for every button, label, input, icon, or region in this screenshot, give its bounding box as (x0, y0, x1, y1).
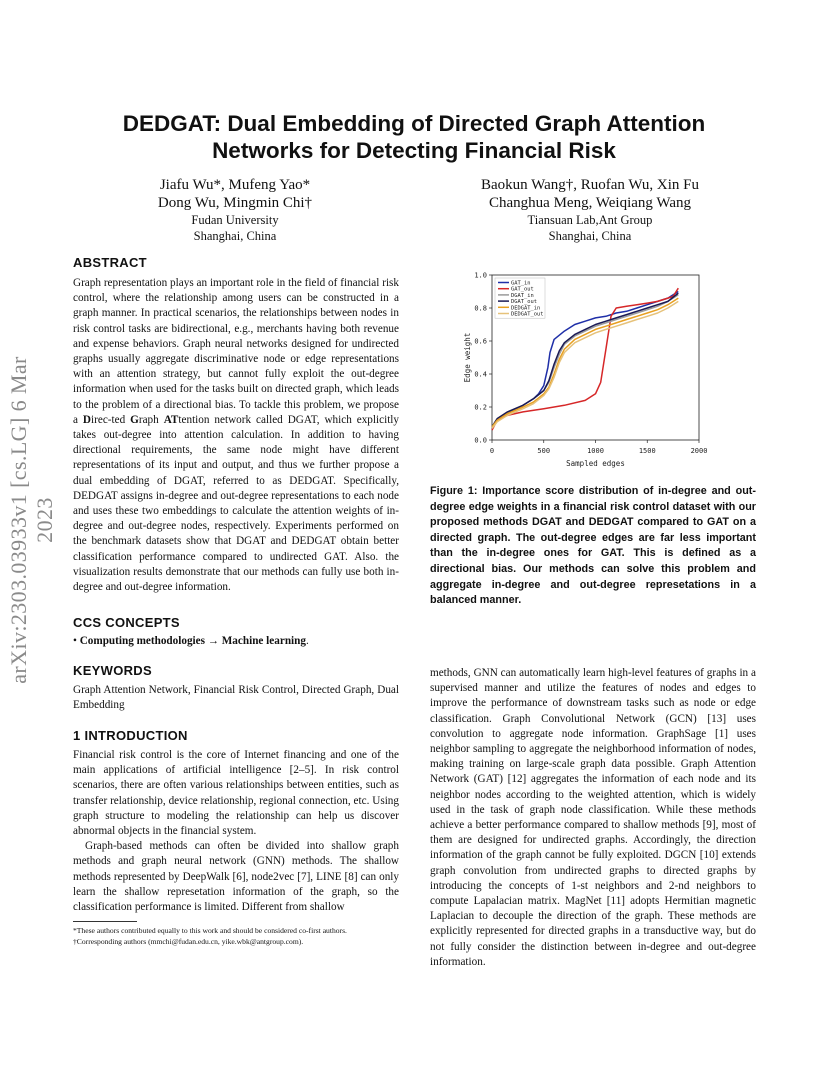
introduction-heading: 1 INTRODUCTION (73, 728, 188, 743)
keywords-text: Graph Attention Network, Financial Risk Control, Directed Graph, Dual Embedding (73, 684, 399, 712)
introduction-text (73, 748, 399, 915)
paragraph: Financial risk control is the core of Internet financing and one of the main applications of artificial intelligence [2–5]. In risk control scenarios, there are often various relationships between entities, such as transfer relationship, device relationship, regional connection, etc. Using graph structure to modeling the relationship can help us discover abnormal objects in the financial system. (73, 749, 399, 838)
abstract-text: Graph representation plays an important role in the field of financial risk control, where the relationship among users can be constructed in a graph manner. In practical scenarios, the relationships between nodes in risk control tasks are bidirectional, e.g., merchants having both revenue and expense behaviors. Graph neural networks designed for undirected graphs usually aggregate discriminative node or edge representations with an attention strategy, but cannot fully exploit the out-degree information when used for the tasks built on directed graph, which leads to the problem of a directional bias. To tackle this problem, we propose a Direc-ted Graph ATtention network called DGAT, which explicitly takes out-degree into attention calculation. In addition to having directional requirements, the same node might have different representations of its input and output, and thus we further propose a dual embedding of DGAT, referred to as DEDGAT. Specifically, DEDGAT assigns in-degree and out-degree representations to each node and uses these two embeddings to calculate the attention weights of in-degree and out-degree nodes, respectively. Experiments performed on the benchmark datasets show that DGAT and DEDGAT obtain better classification performance compared to undirected GAT. Also. the visualization results demonstrate that our methods can fully use both in-degree and out-degree information. (73, 277, 399, 594)
y-tick-label: 0.8 (474, 304, 487, 313)
y-tick-label: 1.0 (474, 271, 487, 280)
legend-entry: GAT_in (511, 280, 531, 287)
x-tick-label: 1000 (587, 447, 604, 455)
arxiv-identifier: arXiv:2303.03933v1 [cs.LG] 6 Mar 2023 (6, 356, 57, 684)
keywords-heading: KEYWORDS (73, 663, 152, 678)
author-affiliation: Tiansuan Lab,Ant Group (527, 213, 653, 227)
legend-entry: DEDGAT_in (511, 305, 541, 312)
x-tick-label: 1500 (638, 447, 656, 455)
legend-entry: DGAT_in (511, 292, 534, 299)
author-location: Shanghai, China (193, 229, 277, 243)
legend-entry: DEDGAT_out (511, 311, 544, 318)
x-axis-label: Sampled edges (566, 459, 625, 468)
ccs-heading: CCS CONCEPTS (73, 615, 180, 630)
x-tick-label: 2000 (690, 447, 708, 455)
footnote-divider (73, 921, 137, 922)
y-tick-label: 0.2 (474, 403, 487, 412)
ccs-concepts: • Computing methodologies → Machine learning. (73, 635, 309, 647)
figure-caption: Figure 1: Importance score distribution of in-degree and out-degree edge weights in a financial risk control dataset with our proposed methods DGAT and DEDGAT compared to GAT on a directed graph. The out-degree edges are far less important than the in-degree ones for GAT. This is defined as a directional bias. Our methods can solve this problem and aggregate in-degree and out-degree represetations in a balanced manner. (430, 485, 756, 607)
author-names-line1: Baokun Wang†, Ruofan Wu, Xin Fu (480, 177, 700, 193)
footnotes (73, 926, 399, 947)
figure-chart (455, 266, 715, 476)
author-block-right (440, 176, 740, 244)
author-names-line2: Changhua Meng, Weiqiang Wang (489, 195, 691, 211)
x-tick-label: 500 (537, 447, 551, 455)
author-affiliation: Fudan University (191, 213, 279, 227)
abstract-heading: ABSTRACT (73, 255, 147, 270)
paragraph: Graph-based methods can often be divided into shallow graph methods and graph neural network (GNN) methods. The shallow methods represented by DeepWalk [6], node2vec [7], LINE [8] can only learn the shallow represetation information of the graph, so the classification performance is limited. Different from shallow (73, 840, 399, 914)
author-names-line1: Jiafu Wu*, Mufeng Yao* (159, 177, 311, 193)
legend-entry: GAT_out (511, 286, 534, 293)
author-location: Shanghai, China (548, 229, 632, 243)
footnote-corresponding: †Corresponding authors (mmchi@fudan.edu.cn, yike.wbk@antgroup.com). (73, 936, 304, 946)
y-tick-label: 0.6 (474, 337, 487, 346)
paragraph: methods, GNN can automatically learn high-level features of graphs in a supervised manner and utilize the features of nodes and edges to improve the performance of downstream tasks such as node or edge classification. Graph Convolutional Network (GCN) [13] uses convolution to aggregate node information. GraphSage [1] uses neighbor sampling to aggregate the neighborhood information of nodes, making training on large-scale graph data possible. Graph Attention Network (GAT) [12] aggregates the information of each node and its neighbor nodes according to the weighted attention, which is widely used in the task of graph node classification. While these methods achieve a better performance compared to shallow methods [9], most of them are designed for undirected graphs. Accordingly, the direction information of the graph cannot be fully exploited. DGCN [10] extends graph convolution from undirected graphs to directed graphs by introducing the concepts of 1-st neighbors and 2-nd neighbors to compute Lapalacian matrix. MagNet [11] adopts Hermitian magnetic Laplacian to decouple the direction of the graph. These methods are explicitly represented for directed graphs in a transductive way, but do not fully consider the distinction between in-degree and out-degree information. (430, 667, 756, 968)
y-tick-label: 0.0 (474, 436, 487, 445)
legend-entry: DGAT_out (511, 299, 537, 306)
paper-title: DEDGAT: Dual Embedding of Directed Graph Attention Networks for Detecting Financial Risk (122, 111, 706, 163)
y-tick-label: 0.4 (474, 370, 487, 379)
author-names-line2: Dong Wu, Mingmin Chi† (157, 195, 313, 211)
author-block-left (120, 176, 350, 244)
y-axis-label: Edge weight (463, 332, 472, 383)
introduction-text-continued (430, 666, 756, 970)
footnote-equal-contribution: *These authors contributed equally to this work and should be considered co-first authors. (73, 926, 347, 935)
x-tick-label: 0 (489, 447, 495, 455)
